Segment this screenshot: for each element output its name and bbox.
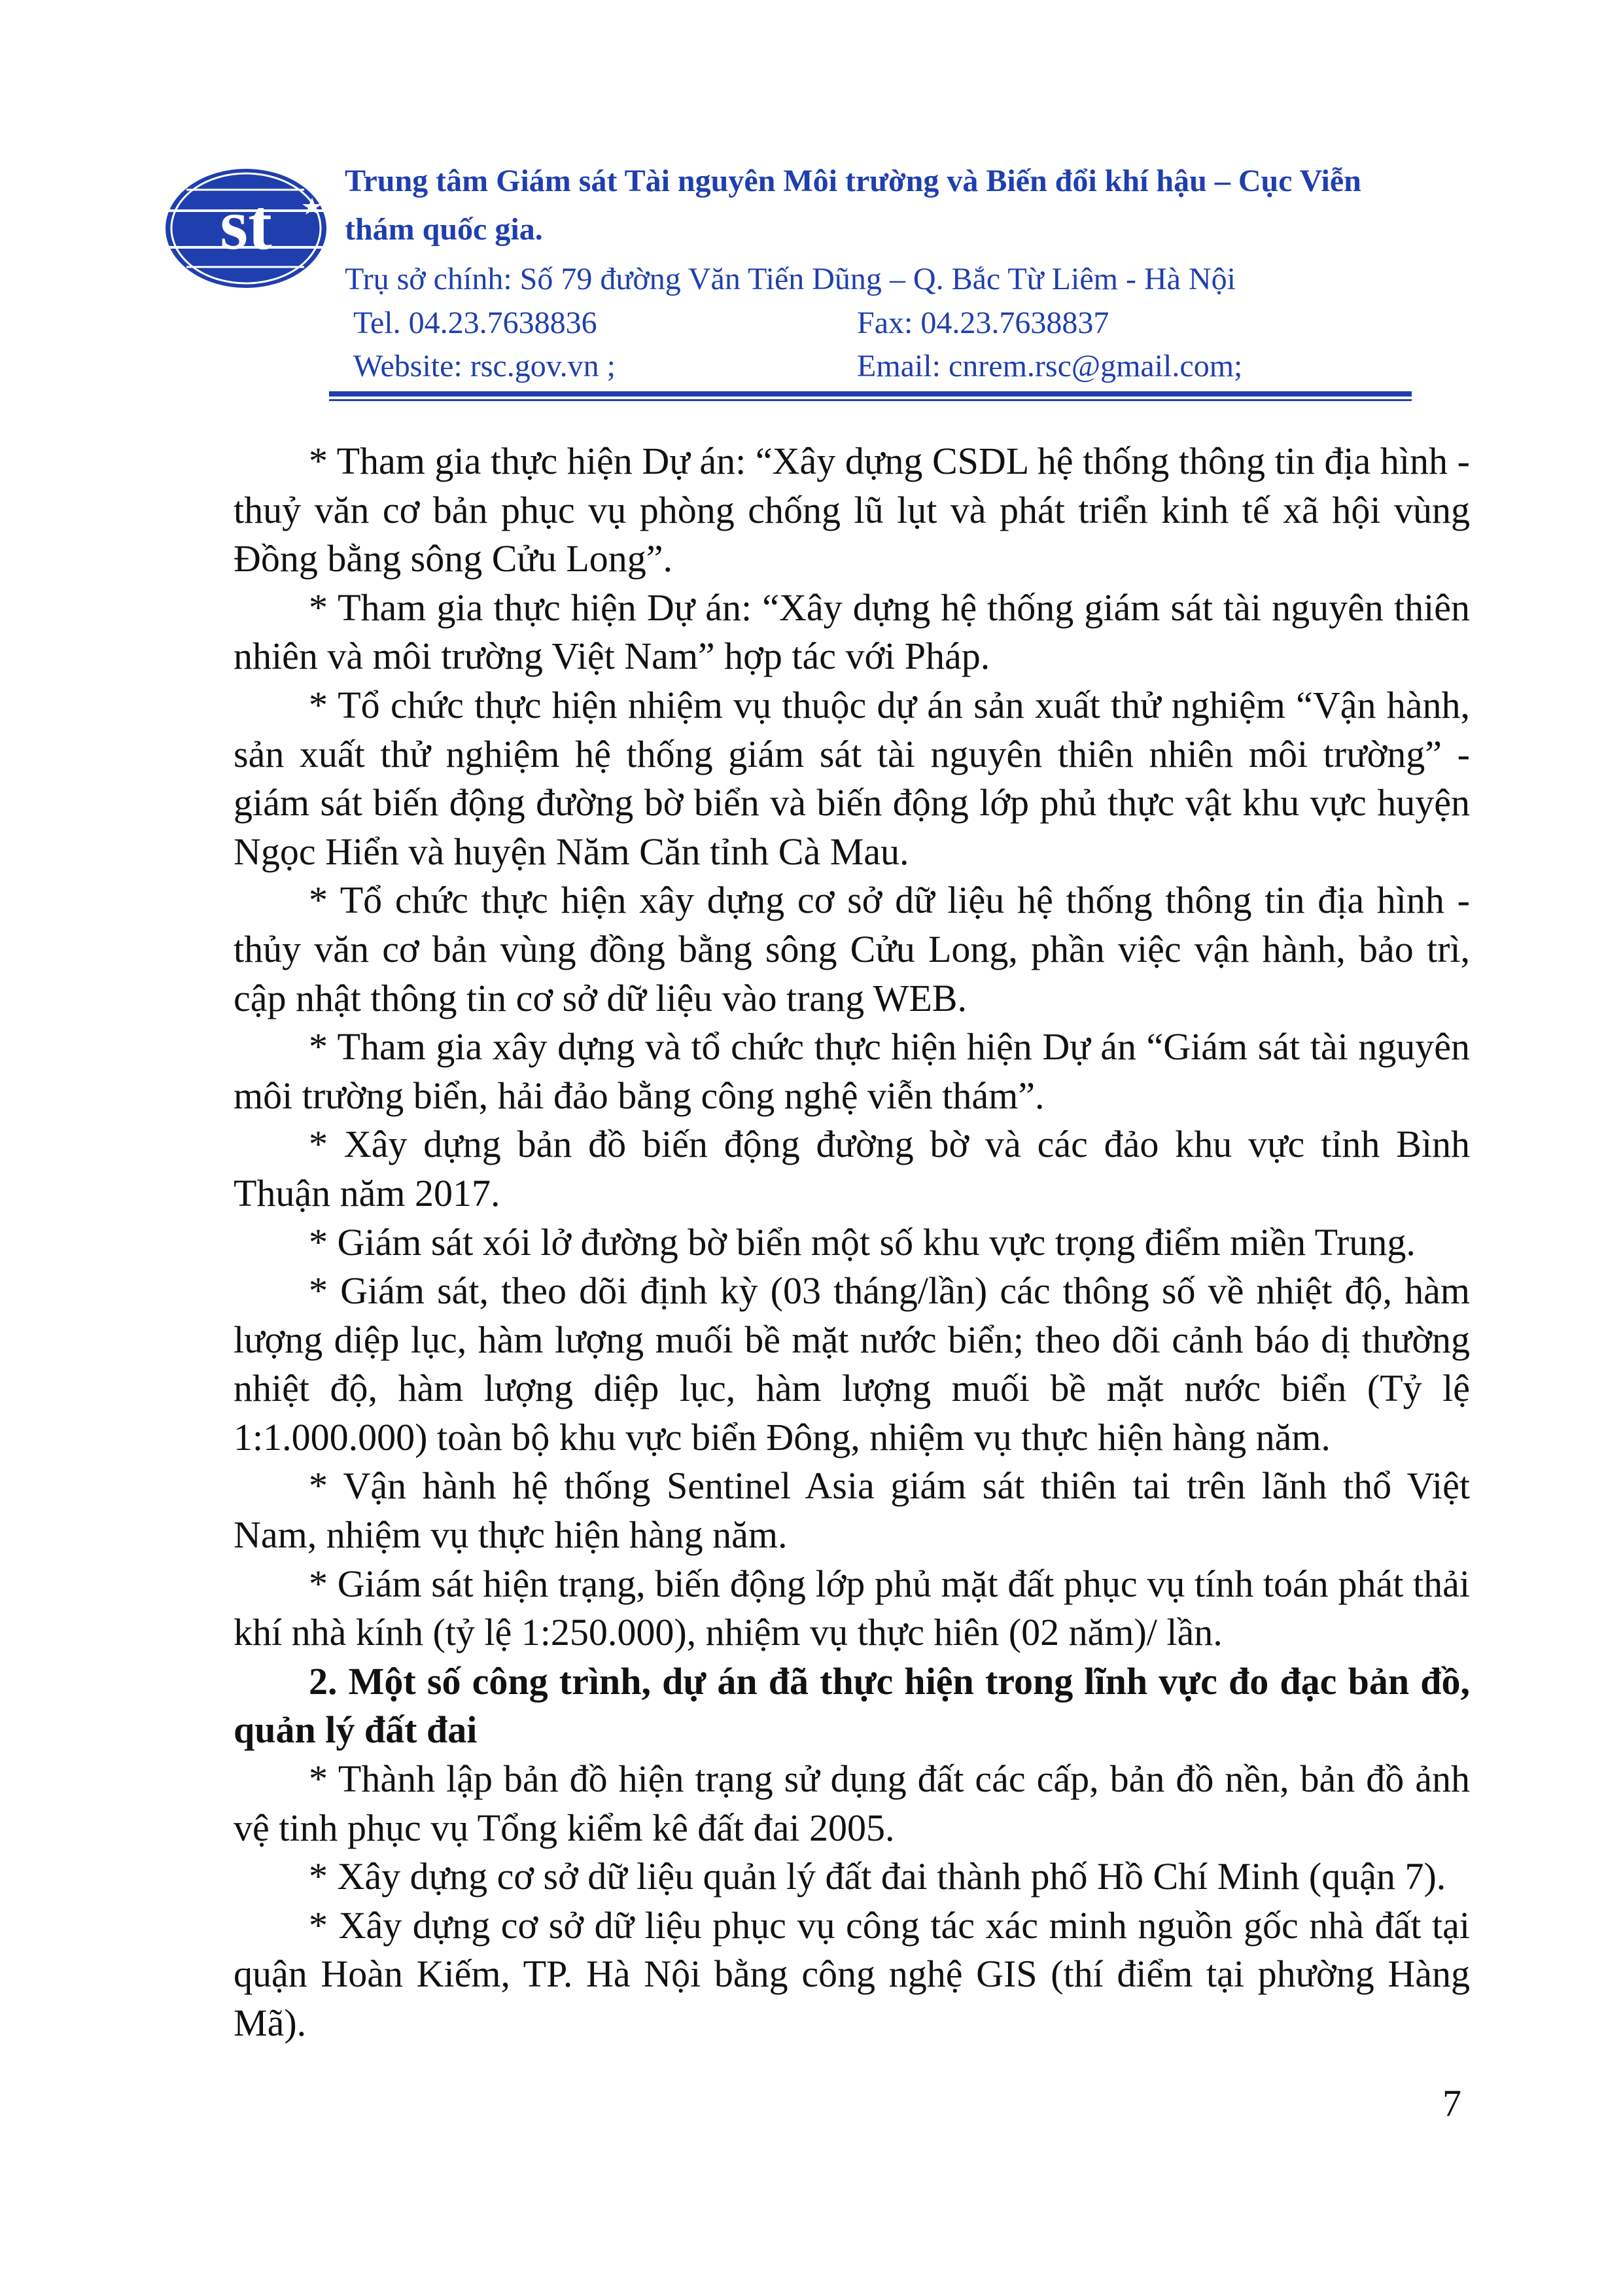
- email-link[interactable]: Email: cnrem.rsc@gmail.com;: [857, 349, 1243, 383]
- section-paragraph: * Thành lập bản đồ hiện trạng sử dụng đất các cấp, bản đồ nền, bản đồ ảnh vệ tinh phục vụ Tổng kiểm kê đất đai 2005.: [234, 1757, 1470, 1849]
- section-paragraph: * Xây dựng cơ sở dữ liệu quản lý đất đai thành phố Hồ Chí Minh (quận 7).: [309, 1855, 1446, 1898]
- body-paragraph: * Giám sát, theo dõi định kỳ (03 tháng/lần) các thông số về nhiệt độ, hàm lượng diệp lục, hàm lượng muối bề mặt nước biển; theo dõi cảnh báo dị thường nhiệt độ, hàm lượng diệp lục, hàm lượng muối bề mặt nước biển (Tỷ lệ 1:1.000.000) toàn bộ khu vực biển Đông, nhiệm vụ thực hiện hàng năm.: [234, 1269, 1470, 1458]
- letterhead: [160, 157, 1416, 406]
- body-paragraph: * Tham gia xây dựng và tổ chức thực hiện hiện Dự án “Giám sát tài nguyên môi trường biển, hải đảo bằng công nghệ viễn thám”.: [234, 1025, 1470, 1117]
- body-paragraph: * Tổ chức thực hiện nhiệm vụ thuộc dự án sản xuất thử nghiệm “Vận hành, sản xuất thử nghiệm hệ thống giám sát tài nguyên thiên nhiên môi trường” - giám sát biến động đường bờ biển và biến động lớp phủ thực vật khu vực huyện Ngọc Hiển và huyện Năm Căn tỉnh Cà Mau.: [234, 683, 1470, 873]
- section-heading: 2. Một số công trình, dự án đã thực hiện trong lĩnh vực đo đạc bản đồ, quản lý đất đai: [234, 1659, 1470, 1752]
- website-link[interactable]: Website: rsc.gov.vn ;: [353, 349, 616, 383]
- body-paragraph: * Giám sát hiện trạng, biến động lớp phủ mặt đất phục vụ tính toán phát thải khí nhà kính (tỷ lệ 1:250.000), nhiệm vụ thực hiên (02 năm)/ lần.: [234, 1562, 1470, 1654]
- organization-name: Trung tâm Giám sát Tài nguyên Môi trường và Biến đổi khí hậu – Cục Viễn thám quốc gia.: [345, 164, 1361, 247]
- organization-logo: [160, 164, 332, 293]
- fax-number: Fax: 04.23.7638837: [857, 306, 1109, 340]
- body-paragraph: * Xây dựng bản đồ biến động đường bờ và các đảo khu vực tỉnh Bình Thuận năm 2017.: [234, 1123, 1470, 1214]
- page-number: 7: [1442, 2082, 1461, 2125]
- document-body: [234, 437, 1470, 2048]
- header-divider-thin: [329, 399, 1412, 401]
- body-paragraph: * Tham gia thực hiện Dự án: “Xây dựng hệ thống giám sát tài nguyên thiên nhiên và môi trường Việt Nam” hợp tác với Pháp.: [234, 586, 1470, 678]
- body-paragraph: * Tổ chức thực hiện xây dựng cơ sở dữ liệu hệ thống thông tin địa hình - thủy văn cơ bản vùng đồng bằng sông Cửu Long, phần việc vận hành, bảo trì, cập nhật thông tin cơ sở dữ liệu vào trang WEB.: [234, 879, 1470, 1019]
- body-paragraph: * Giám sát xói lở đường bờ biển một số khu vực trọng điểm miền Trung.: [309, 1220, 1416, 1263]
- logo-lettering: st: [220, 185, 272, 264]
- headquarters-address: Trụ sở chính: Số 79 đường Văn Tiến Dũng – Q. Bắc Từ Liêm - Hà Nội: [345, 262, 1236, 296]
- telephone-number: Tel. 04.23.7638836: [353, 306, 597, 340]
- body-paragraph: * Vận hành hệ thống Sentinel Asia giám sát thiên tai trên lãnh thổ Việt Nam, nhiệm vụ thực hiện hàng năm.: [234, 1464, 1470, 1557]
- header-divider-thick: [329, 391, 1412, 397]
- body-paragraph: * Tham gia thực hiện Dự án: “Xây dựng CSDL hệ thống thông tin địa hình - thuỷ văn cơ bản phục vụ phòng chống lũ lụt và phát triển kinh tế xã hội vùng Đồng bằng sông Cửu Long”.: [234, 440, 1470, 580]
- section-paragraph: * Xây dựng cơ sở dữ liệu phục vụ công tác xác minh nguồn gốc nhà đất tại quận Hoàn Kiếm, TP. Hà Nội bằng công nghệ GIS (thí điểm tại phường Hàng Mã).: [234, 1903, 1470, 2044]
